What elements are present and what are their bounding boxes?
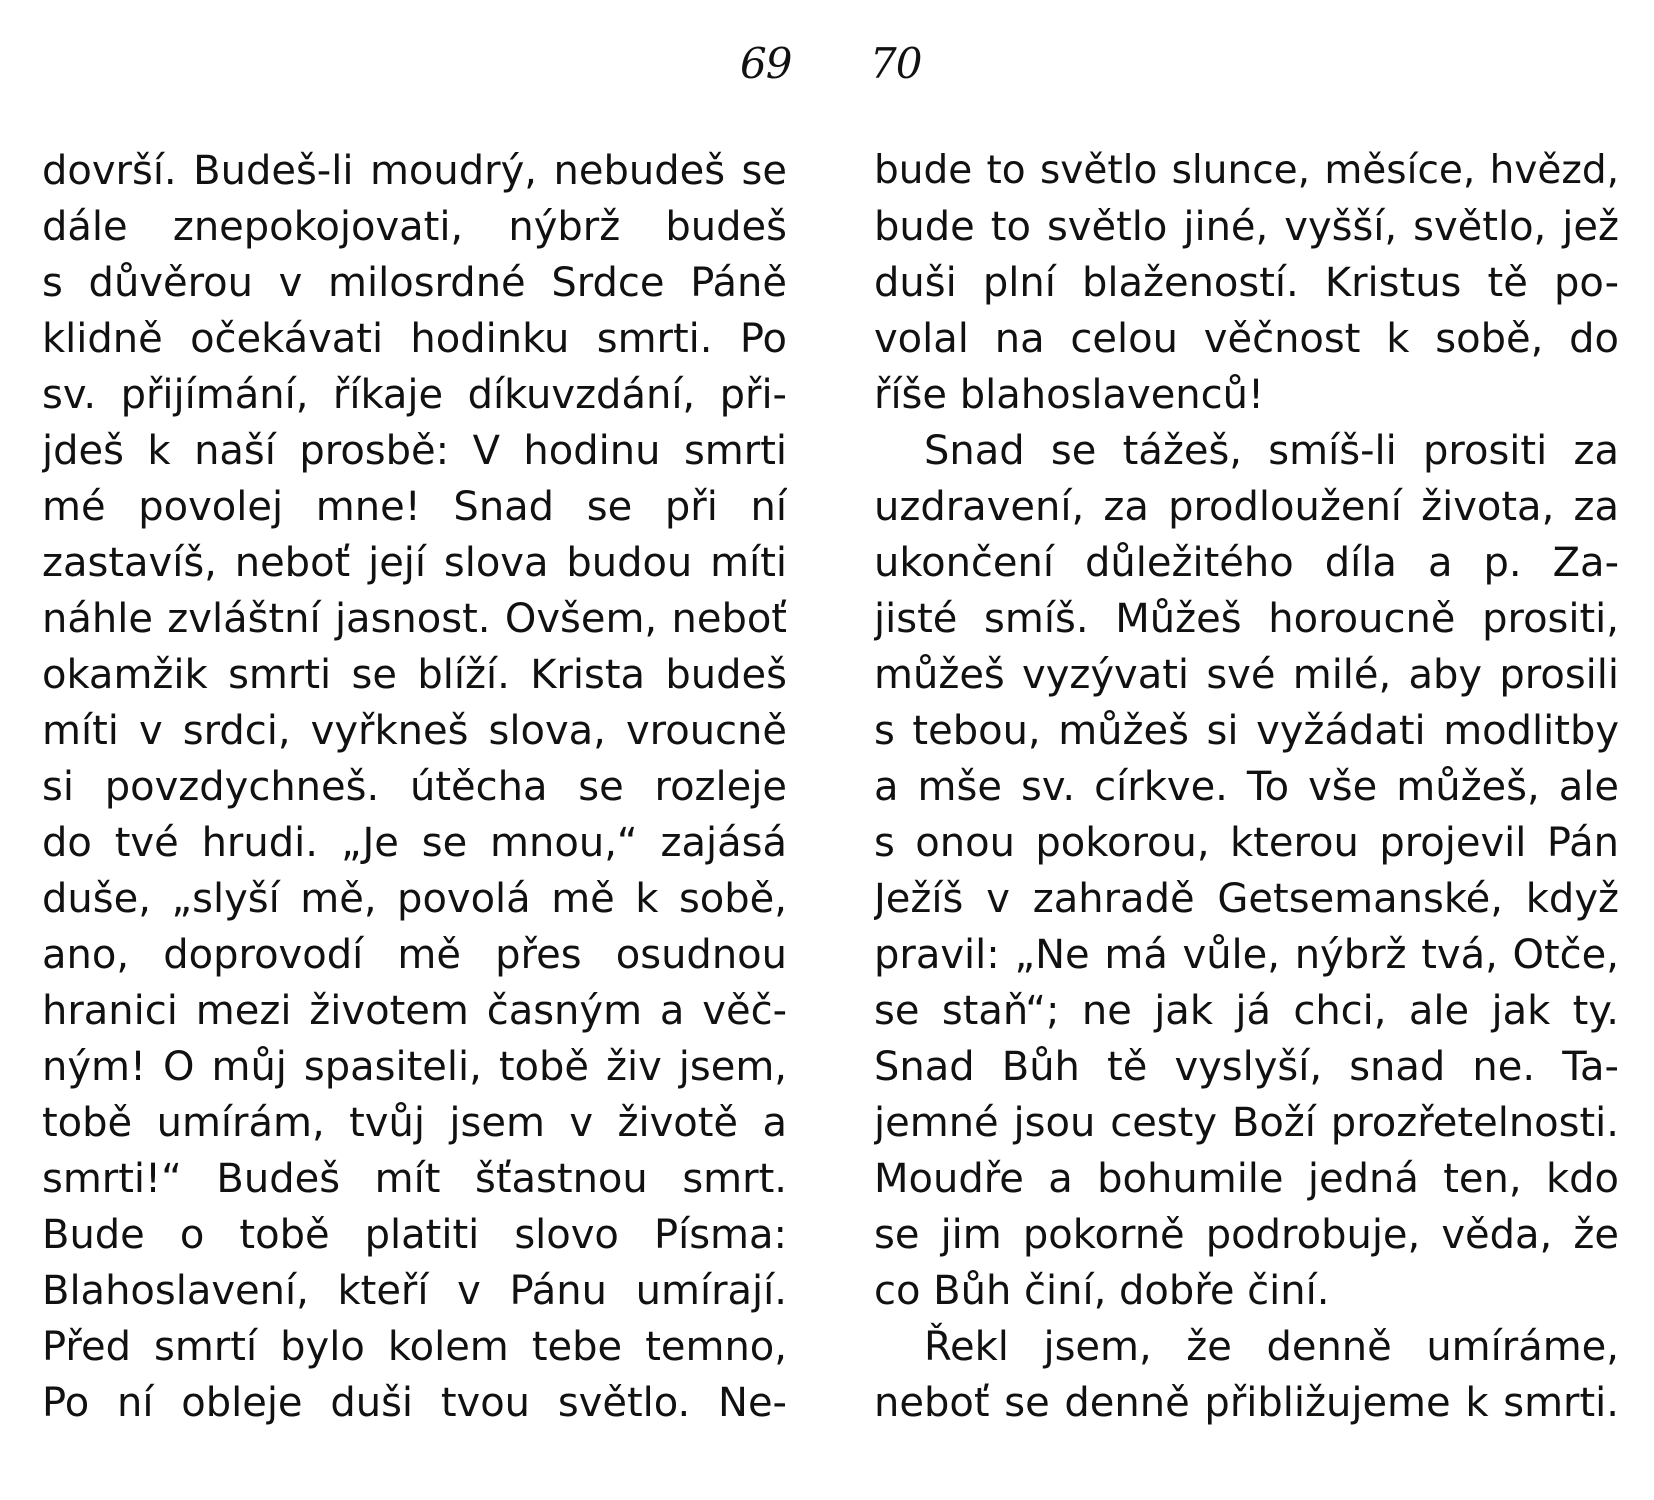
text-line: hranici mezi životem časným a věč- xyxy=(42,988,787,1034)
paragraph-start-line: Snad se tážeš, smíš-li prositi za xyxy=(924,428,1619,474)
text-line: Před smrtí bylo kolem tebe temno, xyxy=(42,1324,787,1370)
text-line: a mše sv. církve. To vše můžeš, ale xyxy=(874,764,1619,810)
text-line: do tvé hrudi. „Je se mnou,“ zajásá xyxy=(42,820,787,866)
text-line: jisté smíš. Můžeš horoucně prositi, xyxy=(874,596,1619,642)
text-line: se jim pokorně podrobuje, věda, že xyxy=(874,1212,1619,1258)
text-line: s důvěrou v milosrdné Srdce Páně xyxy=(42,260,787,306)
text-line: bude to světlo slunce, měsíce, hvězd, xyxy=(874,148,1619,193)
text-line: zastavíš, neboť její slova budou míti xyxy=(42,540,787,586)
text-line: duše, „slyší mě, povolá mě k sobě, xyxy=(42,876,787,922)
text-line: uzdravení, za prodloužení života, za xyxy=(874,484,1619,530)
text-line: Ježíš v zahradě Getsemanské, když xyxy=(874,876,1619,922)
text-line: mé povolej mne! Snad se při ní xyxy=(42,484,787,530)
text-line: dovrší. Budeš-li moudrý, nebudeš se xyxy=(42,148,787,194)
paragraph-end-line: co Bůh činí, dobře činí. xyxy=(874,1268,1330,1314)
text-line: neboť se denně přibližujeme k smrti. xyxy=(874,1380,1619,1426)
text-line: jemné jsou cesty Boží prozřetelnosti. xyxy=(874,1100,1619,1146)
right-page-text xyxy=(874,143,1619,1431)
text-line: klidně očekávati hodinku smrti. Po xyxy=(42,316,787,362)
text-line: jdeš k naší prosbě: V hodinu smrti xyxy=(42,428,787,474)
text-line: Snad Bůh tě vyslyší, snad ne. Ta- xyxy=(874,1044,1619,1090)
text-line: si povzdychneš. útěcha se rozleje xyxy=(42,764,787,810)
text-line: tobě umírám, tvůj jsem v životě a xyxy=(42,1100,787,1146)
text-line: smrti!“ Budeš mít šťastnou smrt. xyxy=(42,1156,787,1202)
text-line: volal na celou věčnost k sobě, do xyxy=(874,316,1619,362)
text-line: Moudře a bohumile jedná ten, kdo xyxy=(874,1156,1619,1202)
left-page-number: 69 xyxy=(740,39,792,88)
text-line: s onou pokorou, kterou projevil Pán xyxy=(874,820,1619,866)
text-line: sv. přijímání, říkaje díkuvzdání, při- xyxy=(42,372,787,418)
text-line: ukončení důležitého díla a p. Za- xyxy=(874,540,1619,586)
text-line: duši plní blažeností. Kristus tě po- xyxy=(874,260,1619,306)
text-line: dále znepokojovati, nýbrž budeš xyxy=(42,204,787,250)
text-line: okamžik smrti se blíží. Krista budeš xyxy=(42,652,787,698)
text-line: Blahoslavení, kteří v Pánu umírají. xyxy=(42,1268,787,1314)
text-line: bude to světlo jiné, vyšší, světlo, jež xyxy=(874,204,1619,250)
text-line: můžeš vyzývati své milé, aby prosili xyxy=(874,652,1619,698)
paragraph-end-line: říše blahoslavenců! xyxy=(874,372,1265,418)
text-line: se staň“; ne jak já chci, ale jak ty. xyxy=(874,988,1619,1034)
text-line: s tebou, můžeš si vyžádati modlitby xyxy=(874,708,1619,754)
paragraph-start-line: Řekl jsem, že denně umíráme, xyxy=(924,1324,1619,1370)
text-line: ným! O můj spasiteli, tobě živ jsem, xyxy=(42,1044,787,1090)
right-page-number: 70 xyxy=(870,39,922,88)
left-page-text xyxy=(42,143,787,1431)
text-line: ano, doprovodí mě přes osudnou xyxy=(42,932,787,978)
text-line: Po ní obleje duši tvou světlo. Ne- xyxy=(42,1380,787,1426)
text-line: míti v srdci, vyřkneš slova, vroucně xyxy=(42,708,787,754)
text-line: náhle zvláštní jasnost. Ovšem, neboť xyxy=(42,596,787,642)
text-line: pravil: „Ne má vůle, nýbrž tvá, Otče, xyxy=(874,932,1619,978)
text-line: Bude o tobě platiti slovo Písma: xyxy=(42,1212,787,1258)
